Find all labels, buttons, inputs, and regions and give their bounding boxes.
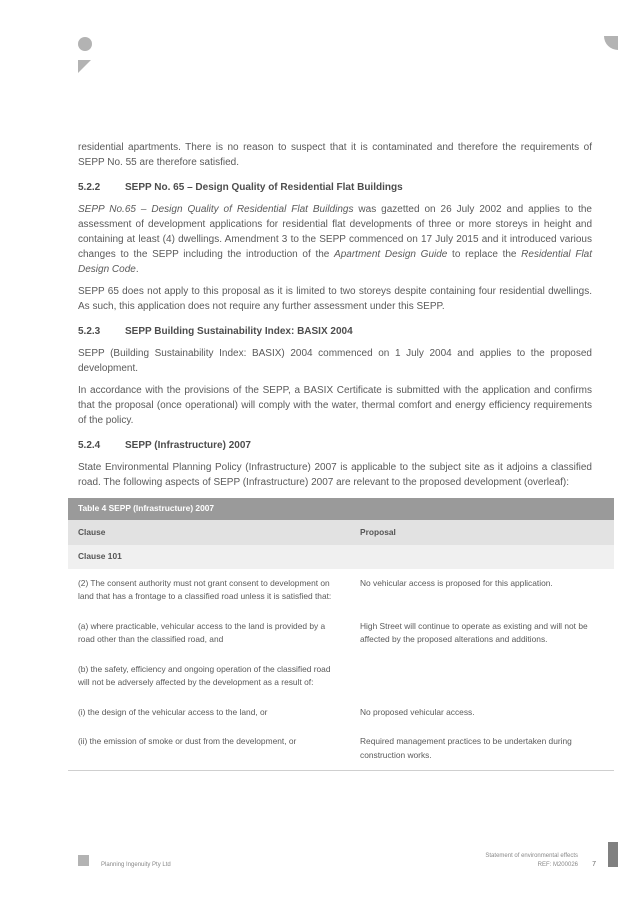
sepp-infrastructure-table	[68, 498, 614, 771]
table-row	[68, 569, 614, 612]
page-number: 7	[592, 861, 596, 868]
clause-cell: (i) the design of the vehicular access to the land, or	[78, 706, 268, 717]
proposal-cell	[350, 655, 614, 698]
table-section-clause-101: Clause 101	[68, 545, 614, 569]
heading-5-2-4: 5.2.4 SEPP (Infrastructure) 2007	[78, 440, 251, 451]
paragraph-basix: SEPP (Building Sustainability Index: BASIX) 2004 commenced on 1 July 2004 and applies to the proposed development.	[78, 348, 592, 374]
footer-square	[78, 855, 89, 866]
column-header-proposal: Proposal	[350, 520, 614, 546]
proposal-cell: Required management practices to be undertaken during construction works.	[350, 727, 614, 771]
table-row	[68, 727, 614, 771]
logo-triangle	[78, 60, 91, 73]
paragraph-infrastructure: State Environmental Planning Policy (Infrastructure) 2007 is applicable to the subject site as it adjoins a classified road. The following aspects of SEPP (Infrastructure) 2007 are relevant to the proposed development (overleaf):	[78, 462, 592, 488]
footer-company: Planning Ingenuity Pty Ltd	[101, 862, 171, 868]
proposal-cell: No proposed vehicular access.	[360, 706, 475, 717]
table-row	[68, 655, 614, 698]
heading-5-2-3: 5.2.3 SEPP Building Sustainability Index: BASIX 2004	[78, 326, 353, 337]
page-body	[78, 140, 592, 771]
proposal-cell: No vehicular access is proposed for this application.	[360, 577, 553, 588]
corner-decoration	[604, 36, 618, 50]
clause-cell: (a) where practicable, vehicular access to the land is provided by a road other than the classified road, and	[78, 620, 326, 644]
table-row	[68, 612, 614, 655]
paragraph-basix-certificate: In accordance with the provisions of the SEPP, a BASIX Certificate is submitted with the application and confirms that the proposal (once operational) will comply with the water, thermal comfort and energy efficiency requirements of the policy.	[78, 385, 592, 426]
clause-cell: (b) the safety, efficiency and ongoing operation of the classified road will not be adversely affected by the development as a result of:	[78, 663, 331, 687]
table-row	[68, 698, 614, 728]
clause-cell: (2) The consent authority must not grant consent to development on land that has a frontage to a classified road unless it is satisfied that:	[78, 577, 332, 601]
paragraph-sepp65-applicability: SEPP 65 does not apply to this proposal as it is limited to two storeys despite containing four residential dwellings. As such, this application does not require any further assessment under this SEPP.	[78, 286, 592, 312]
footer-bar	[608, 842, 618, 867]
clause-cell: (ii) the emission of smoke or dust from the development, or	[68, 727, 350, 771]
footer-doc-title: Statement of environmental effects	[485, 853, 578, 859]
heading-5-2-2: 5.2.2 SEPP No. 65 – Design Quality of Residential Flat Buildings	[78, 182, 403, 193]
table-caption: Table 4 SEPP (Infrastructure) 2007	[68, 498, 614, 520]
footer-ref: REF: M200026	[537, 862, 578, 868]
paragraph-sepp65: SEPP No.65 – Design Quality of Residential Flat Buildings was gazetted on 26 July 2002 and applies to the assessment of development applications for residential flat developments of three or more storeys in height and containing at least (4) dwellings. Amendment 3 to the SEPP commenced on 17 July 2015 and it introduced various changes to the SEPP including the introduction of the Apartment Design Guide to replace the Residential Flat Design Code.	[78, 204, 593, 275]
column-header-clause: Clause	[68, 520, 350, 546]
proposal-cell: High Street will continue to operate as existing and will not be affected by the proposed alterations and additions.	[360, 620, 588, 644]
logo-circle	[78, 37, 92, 51]
paragraph-intro: residential apartments. There is no reason to suspect that it is contaminated and therefore the requirements of SEPP No. 55 are therefore satisfied.	[78, 142, 592, 168]
